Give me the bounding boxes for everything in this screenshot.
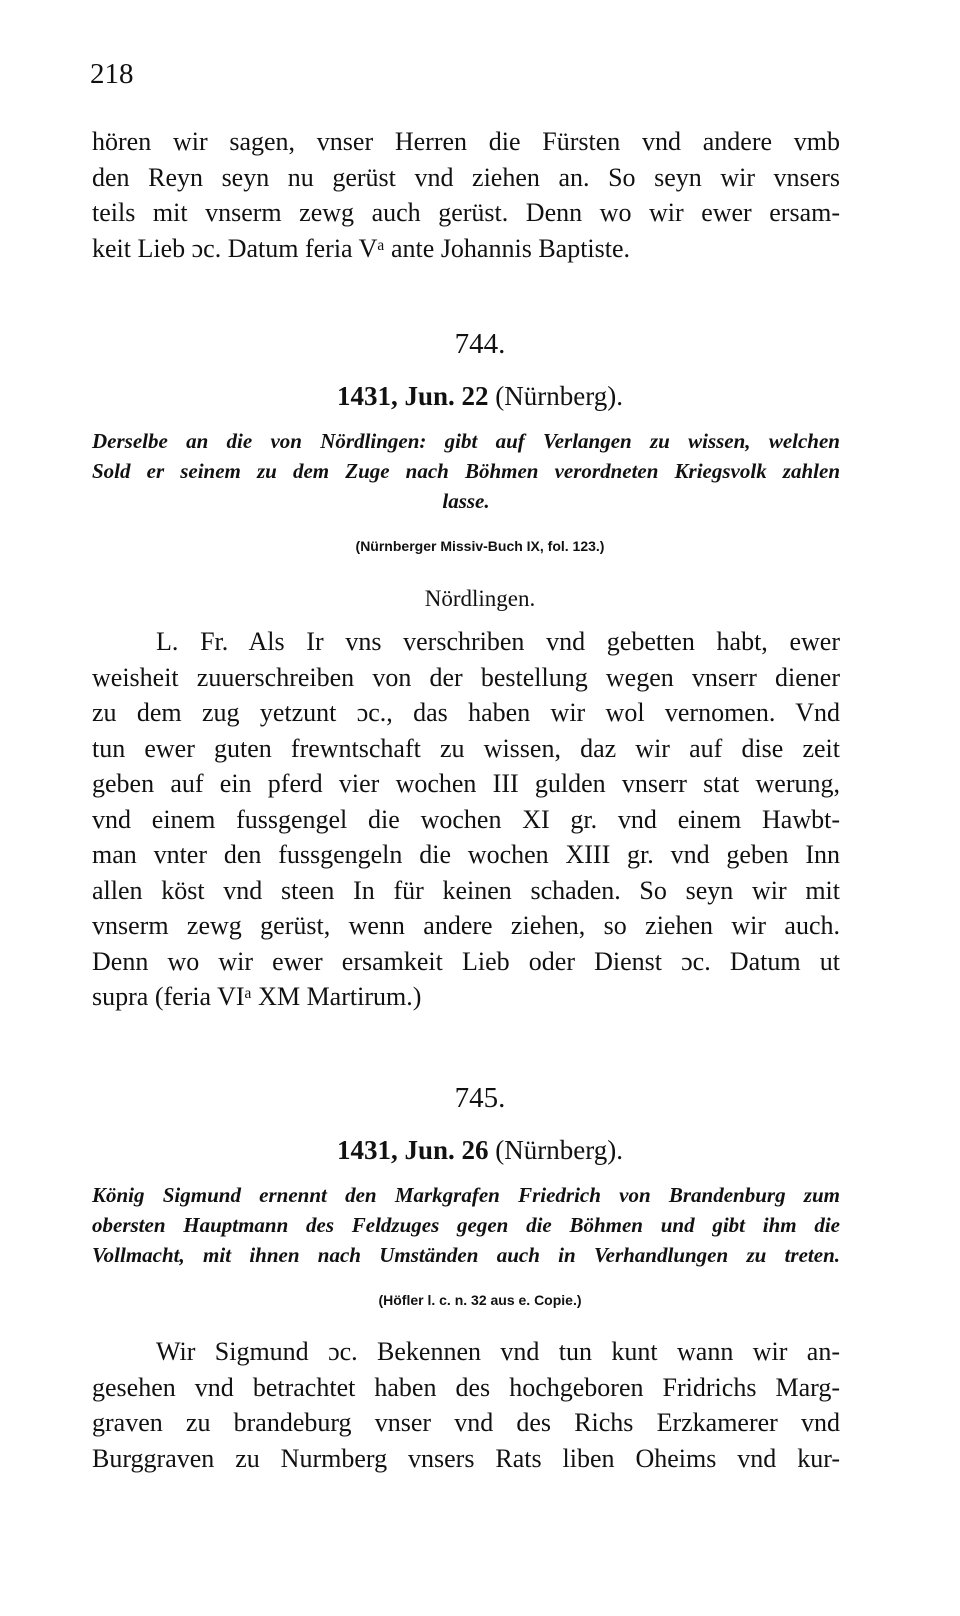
document-date-value: 1431, Jun. 22 [336,381,489,411]
text-line: man vnter den fussgengeln die wochen XIII gr. vnd geben Inn [92,840,840,869]
summary-line: obersten Hauptmann des Feldzuges gegen die Böhmen und gibt ihm die [92,1213,840,1237]
document-date-place: (Nürnberg). [495,381,623,411]
summary-line: lasse. [442,489,490,513]
text-line: zu dem zug yetzunt ɔc., das haben wir wol vernomen. Vnd [92,698,840,727]
text-line: tun ewer guten frewntschaft zu wissen, daz wir auf dise zeit [92,733,840,763]
text-line: hören wir sagen, vnser Herren die Fürsten vnd andere vmb [92,127,840,156]
document-number: 745. [454,1082,506,1114]
intro-paragraph [92,124,840,266]
document-body [92,624,840,1015]
text-line: vnd einem fussgengel die wochen XI gr. vnd einem Hawbt- [92,804,840,834]
text-line: teils mit vnserm zewg auch gerüst. Denn wo wir ewer ersam- [92,198,840,227]
text-line: Burggraven zu Nurmberg vnsers Rats liben Oheims vnd kur- [92,1443,840,1473]
text-line: Denn wo wir ewer ersamkeit Lieb oder Dienst ɔc. Datum ut [92,946,840,976]
text-line: geben auf ein pferd vier wochen III gulden vnserr stat werung, [92,769,840,798]
document-date [0,1132,960,1168]
document-date-value: 1431, Jun. 26 [336,1135,489,1165]
text-line: vnserm zewg gerüst, wenn andere ziehen, so ziehen wir auch. [92,911,840,940]
document-summary [92,426,840,516]
page-number: 218 [90,58,134,90]
text-line: supra (feria VIᵃ XM Martirum.) [92,982,422,1011]
document-body [92,1334,840,1476]
document-date [0,378,960,414]
source-citation: (Nürnberger Missiv-Buch IX, fol. 123.) [355,538,605,554]
text-line: den Reyn seyn nu gerüst vnd ziehen an. So seyn wir vnsers [92,162,840,192]
text-line: weisheit zuuerschreiben von der bestellung wegen vnserr diener [92,662,840,692]
summary-line: Sold er seinem zu dem Zuge nach Böhmen verordneten Kriegsvolk zahlen [92,459,840,483]
source-citation: (Höfler l. c. n. 32 aus e. Copie.) [378,1292,582,1308]
text-line: graven zu brandeburg vnser vnd des Richs Erzkamerer vnd [92,1408,840,1437]
address-line: Nördlingen. [424,586,536,611]
document-summary [92,1180,840,1270]
text-line: allen köst vnd steen In für keinen schaden. So seyn wir mit [92,875,840,905]
summary-line: Vollmacht, mit ihnen nach Umständen auch in Verhandlungen zu treten. [92,1243,840,1267]
text-line: keit Lieb ɔc. Datum feria Vᵃ ante Johannis Baptiste. [92,233,631,263]
document-number: 744. [454,328,506,360]
text-line: gesehen vnd betrachtet haben des hochgeboren Fridrichs Marg- [92,1372,840,1402]
summary-line: König Sigmund ernennt den Markgrafen Friedrich von Brandenburg zum [92,1183,840,1207]
summary-line: Derselbe an die von Nördlingen: gibt auf Verlangen zu wissen, welchen [92,429,840,453]
text-line: L. Fr. Als Ir vns verschriben vnd gebetten habt, ewer [156,627,840,656]
text-line: Wir Sigmund ɔc. Bekennen vnd tun kunt wann wir an- [156,1337,840,1366]
document-date-place: (Nürnberg). [495,1135,623,1165]
